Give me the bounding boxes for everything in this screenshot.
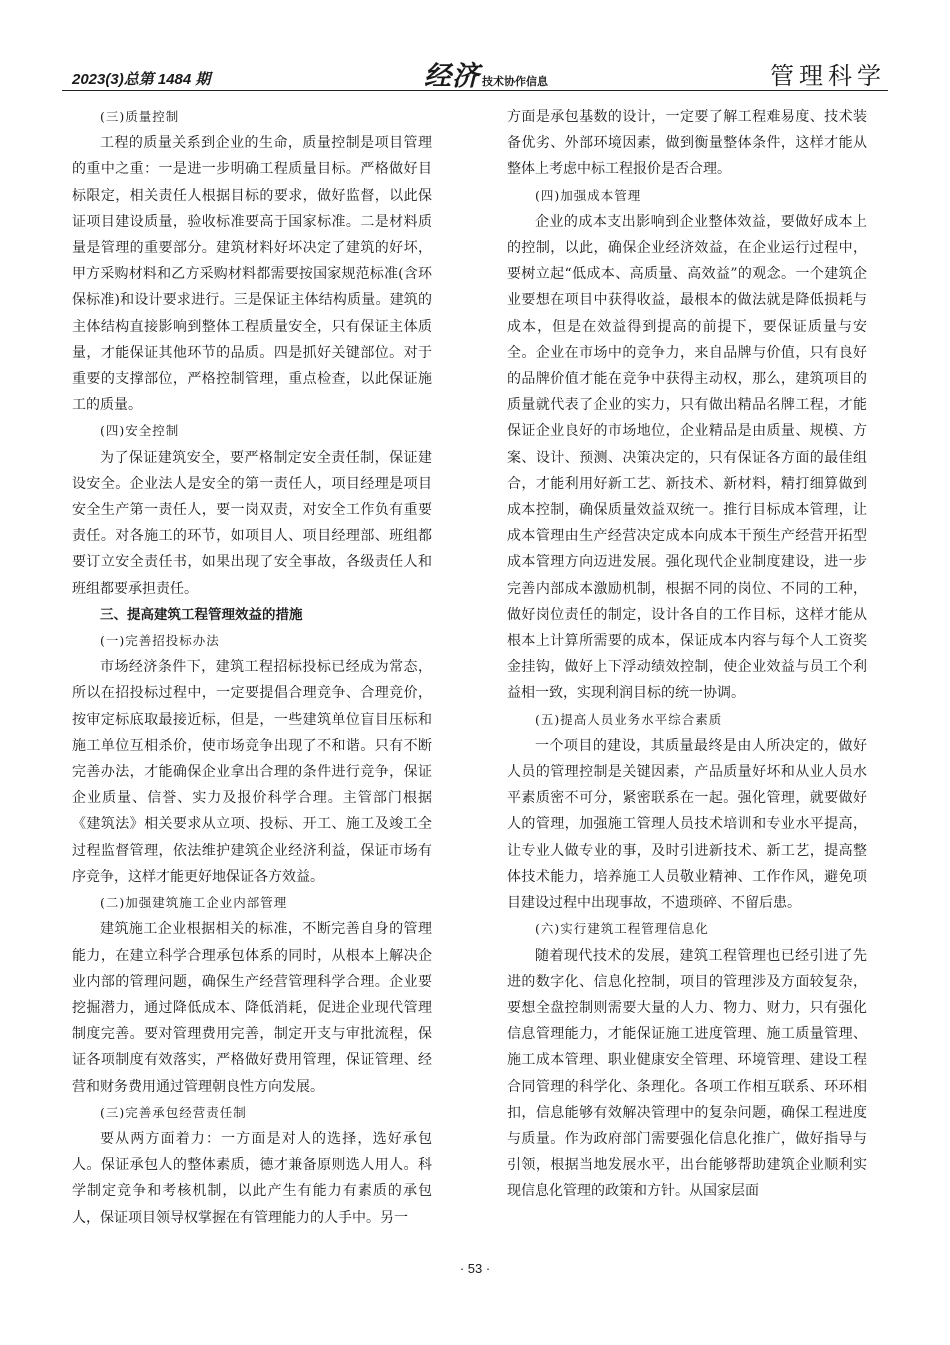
paragraph: 随着现代技术的发展，建筑工程管理也已经引进了先进的数字化、信息化控制，项目的管理涉及方面较复杂，要想全盘控制则需要大量的人力、物力、财力，只有强化信息管理能力，才能保证施工进度管理、施工质量管理、施工成本管理、职业健康安全管理、环境管理、建设工程合同管理的科学化、条理化。各项工作相互联系、环环相扣，信息能够有效解决管理中的复杂问题，确保工程进度与质量。作为政府部门需要强化信息化推广，做好指导与引领，根据当地发展水平，出台能够帮助建筑企业顺利实现信息化管理的政策和方针。从国家层面 xyxy=(507,947,867,1200)
paragraph: 一个项目的建设，其质量最终是由人所决定的，做好人员的管理控制是关键因素，产品质量好坏和从业人员水平素质密不可分，紧密联系在一起。强化管理，就要做好人的管理，加强施工管理人员技术培训和专业水平提高，让专业人做专业的事，及时引进新技术、新工艺，提高整体技术能力，培养施工人员敬业精神、工作作风，避免项目建设过程中出现事故，不遗琐碎、不留后患。 xyxy=(507,737,867,912)
paragraph: 要从两方面着力：一方面是对人的选择，选好承包人。保证承包人的整体素质，德才兼备原则选人用人。科学制定竞争和考核机制，以此产生有能力有素质的承包人，保证项目领导权掌握在有管理能力的人手中。另一 xyxy=(72,1130,432,1226)
section-heading: (六)实行建筑工程管理信息化 xyxy=(535,921,709,937)
column-title: 管理科学 xyxy=(770,62,886,90)
logo-sub-text: 技术协作信息 xyxy=(482,75,548,88)
paragraph: 工程的质量关系到企业的生命，质量控制是项目管理的重中之重：一是进一步明确工程质量目标。严格做好目标限定，相关责任人根据目标的要求，做好监督，以此保证项目建设质量，验收标准要高于国家标准。二是材料质量是管理的重要部分。建筑材料好坏决定了建筑的好坏，甲方采购材料和乙方采购材料都需要按国家规范标准(含环保标准)和设计要求进行。三是保证主体结构质量。建筑的主体结构直接影响到整体工程质量安全，只有保证主体质量，才能保证其他环节的品质。四是抓好关键部位。对于重要的支撑部位，严格控制管理，重点检查，以此保证施工的质量。 xyxy=(72,135,432,414)
header-rule xyxy=(62,90,888,91)
logo-main-text: 经济 xyxy=(424,61,480,92)
paragraph: 建筑施工企业根据相关的标准，不断完善自身的管理能力，在建立科学合理承包体系的同时，从根本上解决企业内部的管理问题，确保生产经营管理科学合理。企业要挖掘潜力，通过降低成本、降低消耗，促进企业现代管理制度完善。要对管理费用完善，制定开支与审批流程，保证各项制度有效落实，严格做好费用管理，保证管理、经营和财务费用通过管理朝良性方向发展。 xyxy=(72,921,432,1095)
paragraph: 企业的成本支出影响到企业整体效益，要做好成本上的控制，以此，确保企业经济效益，在企业运行过程中，要树立起“低成本、高质量、高效益”的观念。一个建筑企业要想在项目中获得收益，最根本的做法就是降低损耗与成本，但是在效益得到提高的前提下，要保证质量与安全。企业在市场中的竞争力，来自品牌与价值，只有良好的品牌价值才能在竞争中获得主动权，那么，建筑项目的质量就代表了企业的实力，只有做出精品名牌工程，才能保证企业良好的市场地位，企业精品是由质量、规模、方案、设计、预测、决策决定的，只有保证各方面的最佳组合，才能利用好新工艺、新技术、新材料，精打细算做到成本控制，确保质量效益双统一。推行目标成本管理，让成本管理由生产经营决定成本向成本干预生产经营开拓型成本管理方向迈进发展。强化现代企业制度建设，进一步完善内部成本激励机制，根据不同的岗位、不同的工种，做好岗位责任的制定，设计各自的工作目标，这样才能从根本上计算所需要的成本，保证成本内容与每个人工资奖金挂钩，做好上下浮动绩效控制，使企业效益与员工个利益相一致，实现利润目标的统一协调。 xyxy=(507,213,867,702)
issue-number: 2023(3)总第 1484 期 xyxy=(72,71,211,88)
section-heading: 三、提高建筑工程管理效益的措施 xyxy=(100,606,303,623)
section-heading: (五)提高人员业务水平综合素质 xyxy=(535,711,723,727)
paragraph: 市场经济条件下，建筑工程招标投标已经成为常态，所以在招投标过程中，一定要提倡合理竞争、合理竞价，按审定标底取最接近标，但是，一些建筑单位盲目压标和施工单位互相杀价，使市场竞争出现了不和谐。只有不断完善办法，才能确保企业拿出合理的条件进行竞争，保证企业质量、信誉、实力及报价科学合理。主管部门根据《建筑法》相关要求从立项、投标、开工、施工及竣工全过程监督管理，依法维护建筑企业经济利益，保证市场有序竞争，这样才能更好地保证各方效益。 xyxy=(72,659,432,885)
section-heading: (三)质量控制 xyxy=(100,109,180,124)
section-heading: (二)加强建筑施工企业内部管理 xyxy=(100,895,288,911)
journal-logo xyxy=(424,54,548,92)
paragraph: 方面是承包基数的设计，一定要了解工程难易度、技术装备优劣、外部环境因素，做到衡量整体条件，这样才能从整体上考虑中标工程报价是否合理。 xyxy=(507,109,867,178)
paragraph: 为了保证建筑安全，要严格制定安全责任制，保证建设安全。企业法人是安全的第一责任人，项目经理是项目安全生产第一责任人，要一岗双责，对安全工作负有重要责任。对各施工的环节，如项目人、项目经理部、班组都要订立安全责任书，如果出现了安全事故，各级责任人和班组都要承担责任。 xyxy=(72,449,432,597)
section-heading: (三)完善承包经营责任制 xyxy=(100,1104,247,1120)
section-heading: (一)完善招投标办法 xyxy=(100,633,220,649)
page-header xyxy=(62,50,888,92)
page-number: · 53 · xyxy=(459,1261,491,1276)
section-heading: (四)加强成本管理 xyxy=(535,187,642,203)
left-column xyxy=(72,104,432,1231)
section-heading: (四)安全控制 xyxy=(100,423,180,439)
right-column xyxy=(507,104,867,1205)
